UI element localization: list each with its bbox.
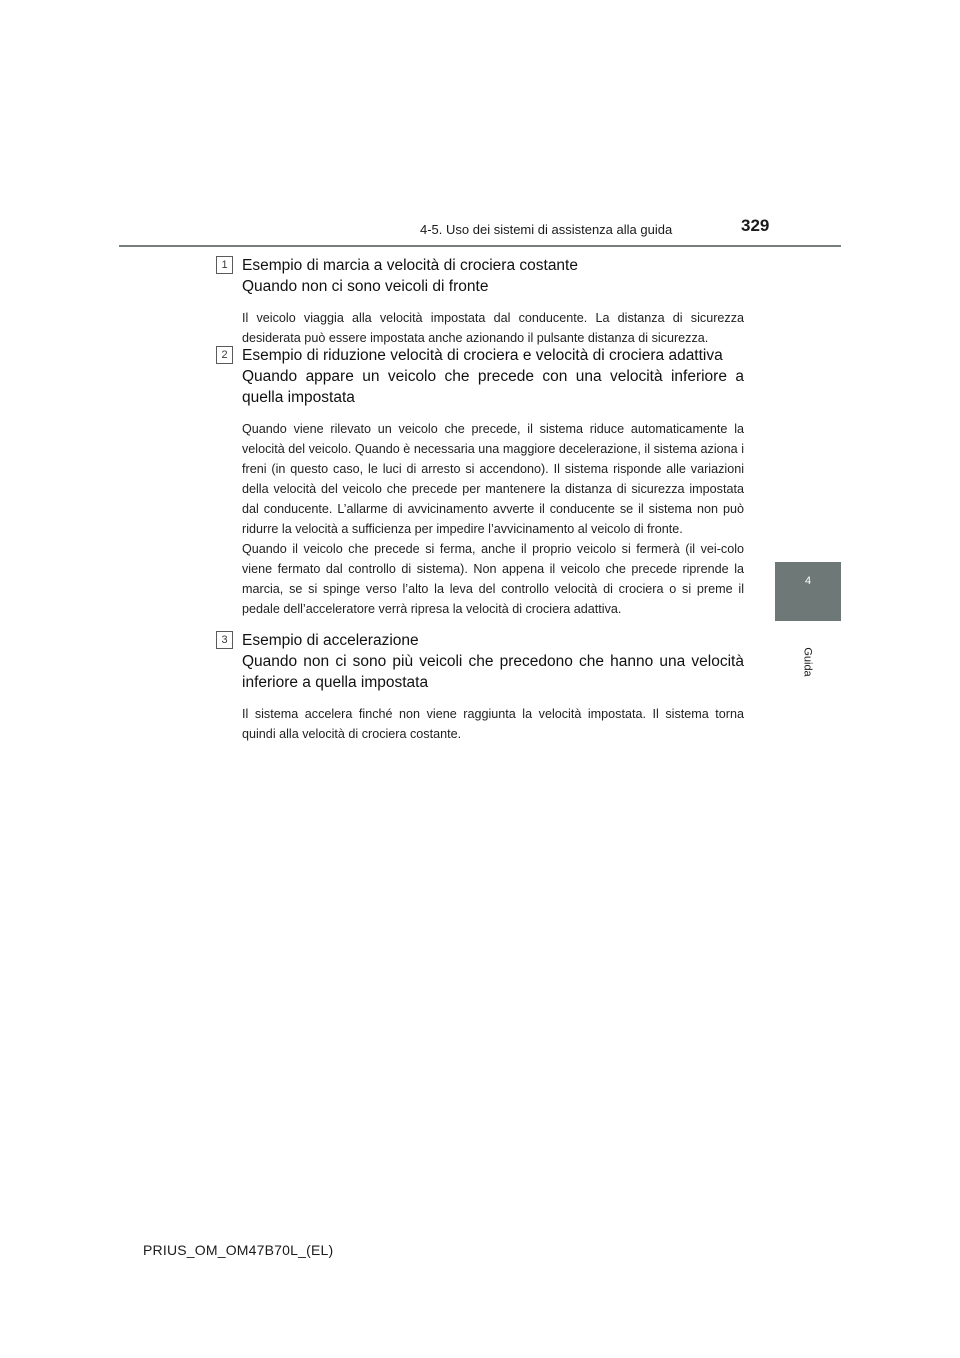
header-divider bbox=[119, 245, 841, 247]
section-heading bbox=[242, 345, 744, 408]
section-marker-1: 1 bbox=[216, 256, 233, 274]
footer-document-code: PRIUS_OM_OM47B70L_(EL) bbox=[143, 1242, 334, 1258]
section-paragraph: Il sistema accelera finché non viene raggiunta la velocità impostata. Il sistema torna quindi alla velocità di crociera costante. bbox=[242, 707, 744, 741]
chapter-tab-number: 4 bbox=[804, 575, 812, 587]
chapter-tab-label-text: Guida bbox=[801, 647, 814, 677]
section-heading bbox=[242, 630, 744, 693]
section-paragraph: Quando viene rilevato un veicolo che precede, il sistema riduce automaticamente la velocità del veicolo. Quando è necessaria una maggiore decelerazione, il sistema aziona i freni (in questo caso, le luci di arresto si accendono). Il sistema risponde alle variazioni della velocità del veicolo che precede per mantenere la distanza di sicurezza impostata dal conducente. L’allarme di avvicinamento avverte il conducente se il sistema non può ridurre la velocità a sufficienza per impedire l’avvicinamento al veicolo di fronte. bbox=[242, 422, 744, 536]
section-body bbox=[242, 419, 744, 619]
header-section-title: 4-5. Uso dei sistemi di assistenza alla guida bbox=[420, 222, 673, 237]
section-marker-3: 3 bbox=[216, 631, 233, 649]
section-3 bbox=[221, 630, 744, 744]
chapter-tab-label bbox=[801, 648, 815, 678]
page-number: 329 bbox=[741, 216, 770, 235]
section-body bbox=[242, 308, 744, 348]
section-paragraph-2: Quando il veicolo che precede si ferma, anche il proprio veicolo si fermerà (il vei-colo viene fermato dal controllo di sistema). Non appena il veicolo che precede riprende la marcia, se si spinge verso l’alto la leva del controllo velocità di crociera o si preme il pedale dell’acceleratore verrà ripresa la velocità di crociera adattiva. bbox=[242, 542, 744, 616]
section-title: Esempio di accelerazione bbox=[242, 632, 419, 649]
section-subtitle: Quando non ci sono più veicoli che precedono che hanno una velocità inferiore a quella impostata bbox=[242, 653, 744, 691]
section-2 bbox=[221, 345, 744, 619]
section-paragraph: Il veicolo viaggia alla velocità impostata dal conducente. La distanza di sicurezza desiderata può essere impostata anche azionando il pulsante distanza di sicurezza. bbox=[242, 311, 744, 345]
section-body bbox=[242, 704, 744, 744]
section-title: Esempio di marcia a velocità di crociera costante bbox=[242, 257, 578, 274]
section-heading bbox=[242, 255, 744, 297]
section-subtitle: Quando non ci sono veicoli di fronte bbox=[242, 278, 489, 295]
section-title: Esempio di riduzione velocità di crociera e velocità di crociera adattiva bbox=[242, 347, 723, 364]
section-marker-2: 2 bbox=[216, 346, 233, 364]
section-subtitle: Quando appare un veicolo che precede con una velocità inferiore a quella impostata bbox=[242, 368, 744, 406]
chapter-tab bbox=[775, 562, 841, 621]
section-1 bbox=[221, 255, 744, 348]
